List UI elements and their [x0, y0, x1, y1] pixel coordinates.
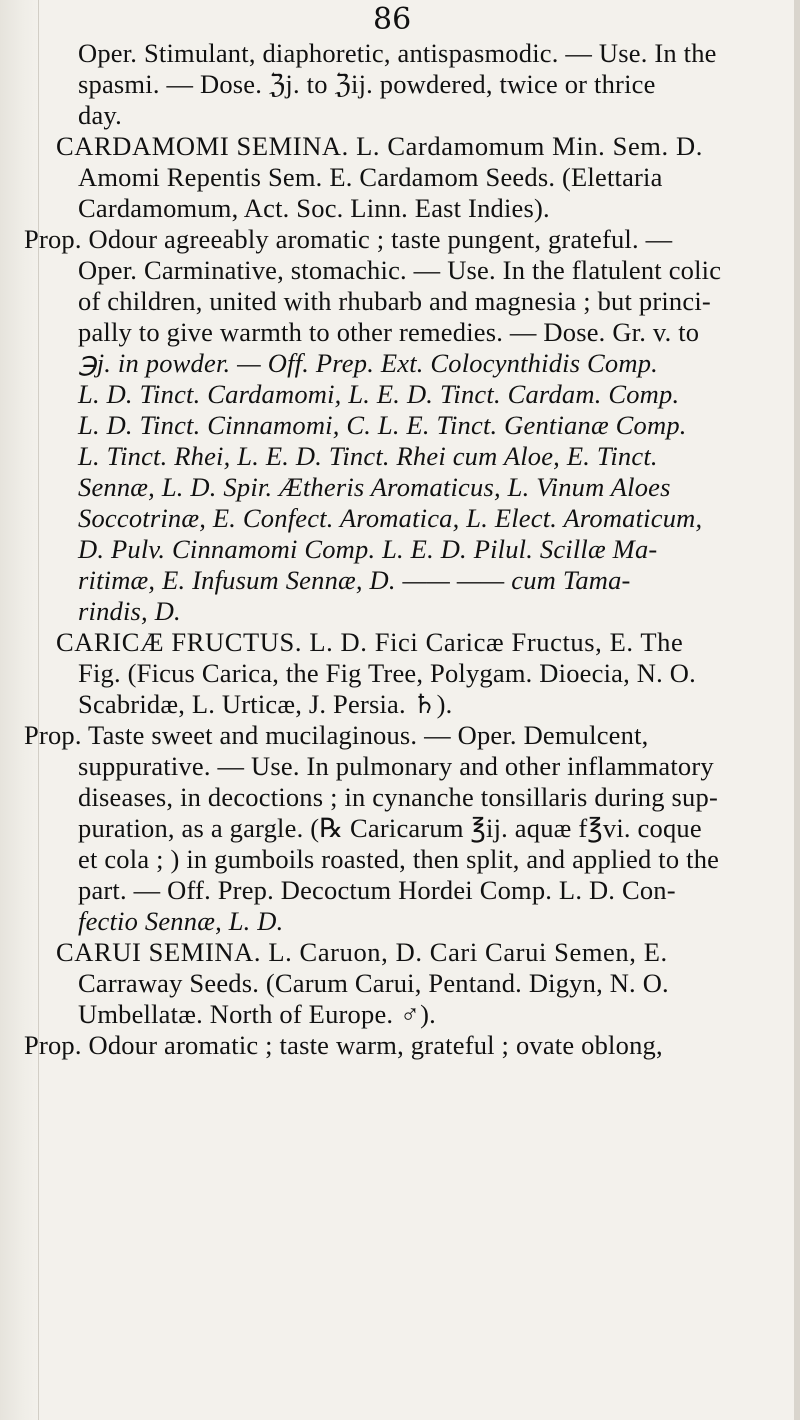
text-line-24: suppurative. — Use. In pulmonary and other inflammatory	[78, 751, 714, 781]
text-line-18: ritimæ, E. Infusum Sennæ, D. —— —— cum Tama-	[78, 565, 631, 595]
text-line-15: Sennæ, L. D. Spir. Ætheris Aromaticus, L. Vinum Aloes	[78, 472, 671, 502]
text-line-32: Umbellatæ. North of Europe. ♂).	[78, 999, 436, 1029]
text-line-7: Prop. Odour agreeably aromatic ; taste pungent, grateful. —	[24, 224, 673, 254]
text-line-6: Cardamomum, Act. Soc. Linn. East Indies).	[78, 193, 550, 223]
text-line-21: Fig. (Ficus Carica, the Fig Tree, Polygam. Dioecia, N. O.	[78, 658, 696, 688]
text-line-28: part. — Off. Prep. Decoctum Hordei Comp. L. D. Con-	[78, 875, 676, 905]
text-line-22: Scabridæ, L. Urticæ, J. Persia. ♄).	[78, 689, 453, 719]
text-line-2: spasmi. — Dose. ℨj. to ℨij. powdered, twice or thrice	[78, 69, 656, 99]
text-line-11: ℈j. in powder. — Off. Prep. Ext. Colocynthidis Comp.	[78, 348, 658, 378]
page-number: 86	[373, 2, 412, 37]
text-line-3: day.	[78, 100, 122, 130]
entry-heading-caricae: CARICÆ FRUCTUS. L. D. Fici Caricæ Fructus, E. The	[56, 627, 684, 657]
page-text-body	[24, 38, 800, 1061]
text-line-31: Carraway Seeds. (Carum Carui, Pentand. Digyn, N. O.	[78, 968, 669, 998]
text-line-26: puration, as a gargle. (℞ Caricarum ℥ij. aquæ f℥vi. coque	[78, 813, 702, 843]
entry-heading-carui: CARUI SEMINA. L. Caruon, D. Cari Carui Semen, E.	[56, 937, 668, 967]
text-line-17: D. Pulv. Cinnamomi Comp. L. E. D. Pilul. Scillæ Ma-	[78, 534, 658, 564]
text-line-13: L. D. Tinct. Cinnamomi, C. L. E. Tinct. Gentianæ Comp.	[78, 410, 687, 440]
text-line-10: pally to give warmth to other remedies. — Dose. Gr. v. to	[78, 317, 700, 347]
text-line-14: L. Tinct. Rhei, L. E. D. Tinct. Rhei cum Aloe, E. Tinct.	[78, 441, 658, 471]
text-line-25: diseases, in decoctions ; in cynanche tonsillaris during sup-	[78, 782, 718, 812]
text-line-9: of children, united with rhubarb and magnesia ; but princi-	[78, 286, 711, 316]
text-line-16: Soccotrinæ, E. Confect. Aromatica, L. Elect. Aromaticum,	[78, 503, 703, 533]
text-line-33: Prop. Odour aromatic ; taste warm, grateful ; ovate oblong,	[24, 1030, 663, 1060]
text-line-5: Amomi Repentis Sem. E. Cardamom Seeds. (Elettaria	[78, 162, 663, 192]
text-line-19: rindis, D.	[78, 596, 181, 626]
entry-heading-cardamomi: CARDAMOMI SEMINA. L. Cardamomum Min. Sem. D.	[56, 131, 703, 161]
text-line-1: Oper. Stimulant, diaphoretic, antispasmodic. — Use. In the	[78, 38, 717, 68]
text-line-27: et cola ; ) in gumboils roasted, then split, and applied to the	[78, 844, 720, 874]
text-line-12: L. D. Tinct. Cardamomi, L. E. D. Tinct. Cardam. Comp.	[78, 379, 680, 409]
text-line-23: Prop. Taste sweet and mucilaginous. — Oper. Demulcent,	[24, 720, 649, 750]
text-line-8: Oper. Carminative, stomachic. — Use. In the flatulent colic	[78, 255, 722, 285]
page-gutter	[0, 0, 39, 1420]
text-line-29: fectio Sennæ, L. D.	[78, 906, 284, 936]
